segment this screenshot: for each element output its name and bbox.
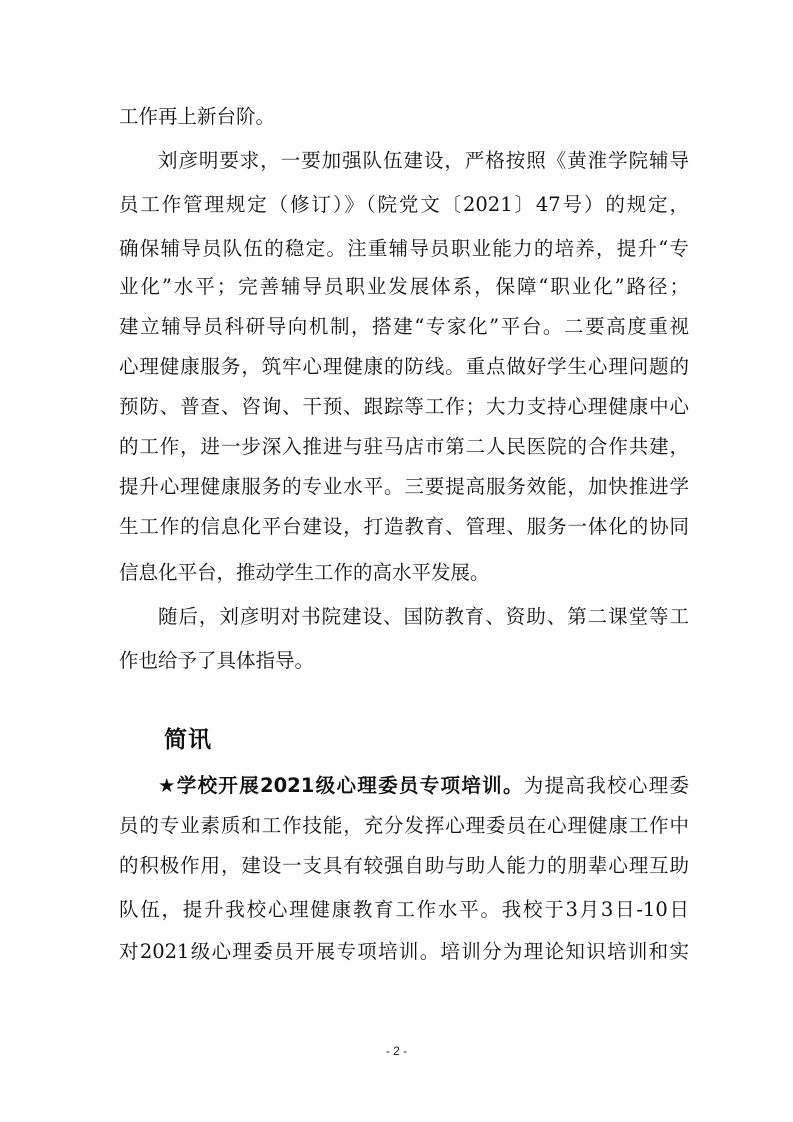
brief-text: 为提高我校心理委 bbox=[523, 774, 689, 797]
paragraph-line: 建立辅导员科研导向机制，搭建“专家化”平台。二要高度重视 bbox=[119, 315, 689, 338]
paragraph-line: 的积极作用，建设一支具有较强自助与助人能力的朋辈心理互助 bbox=[119, 854, 689, 877]
paragraph-line: 工作再上新台阶。 bbox=[119, 105, 276, 128]
paragraph-line: 员的专业素质和工作技能，充分发挥心理委员在心理健康工作中 bbox=[119, 814, 689, 837]
paragraph-line: 对2021级心理委员开展专项培训。培训分为理论知识培训和实 bbox=[119, 940, 689, 963]
paragraph-line: 信息化平台，推动学生工作的高水平发展。 bbox=[119, 561, 490, 584]
paragraph-line: 随后，刘彦明对书院建设、国防教育、资助、第二课堂等工 bbox=[158, 605, 689, 628]
paragraph-line: 员工作管理规定（修订）》（院党文〔2021〕47号）的规定， bbox=[119, 193, 689, 216]
paragraph-line: 业化”水平；完善辅导员职业发展体系，保障“职业化”路径； bbox=[119, 275, 689, 298]
paragraph-line: 刘彦明要求，一要加强队伍建设，严格按照《黄淮学院辅导 bbox=[158, 149, 689, 172]
paragraph-line: 生工作的信息化平台建设，打造教育、管理、服务一体化的协同 bbox=[119, 515, 689, 538]
page-number: - 2 - bbox=[385, 1044, 408, 1058]
paragraph-line: 确保辅导员队伍的稳定。注重辅导员职业能力的培养，提升“专 bbox=[119, 237, 689, 260]
brief-title: ★学校开展2021级心理委员专项培训。 bbox=[158, 774, 524, 797]
paragraph-line: 预防、普查、咨询、干预、跟踪等工作；大力支持心理健康中心 bbox=[119, 395, 689, 418]
paragraph-line: 作也给予了具体指导。 bbox=[119, 649, 315, 672]
paragraph-line: 队伍，提升我校心理健康教育工作水平。我校于3月3日-10日 bbox=[119, 898, 689, 921]
brief-first-line bbox=[158, 766, 689, 806]
paragraph-line: 提升心理健康服务的专业水平。三要提高服务效能，加快推进学 bbox=[119, 475, 689, 498]
section-heading: 简讯 bbox=[164, 727, 212, 753]
paragraph-line: 的工作，进一步深入推进与驻马店市第二人民医院的合作共建， bbox=[119, 435, 689, 458]
paragraph-line: 心理健康服务，筑牢心理健康的防线。重点做好学生心理问题的 bbox=[119, 355, 689, 378]
